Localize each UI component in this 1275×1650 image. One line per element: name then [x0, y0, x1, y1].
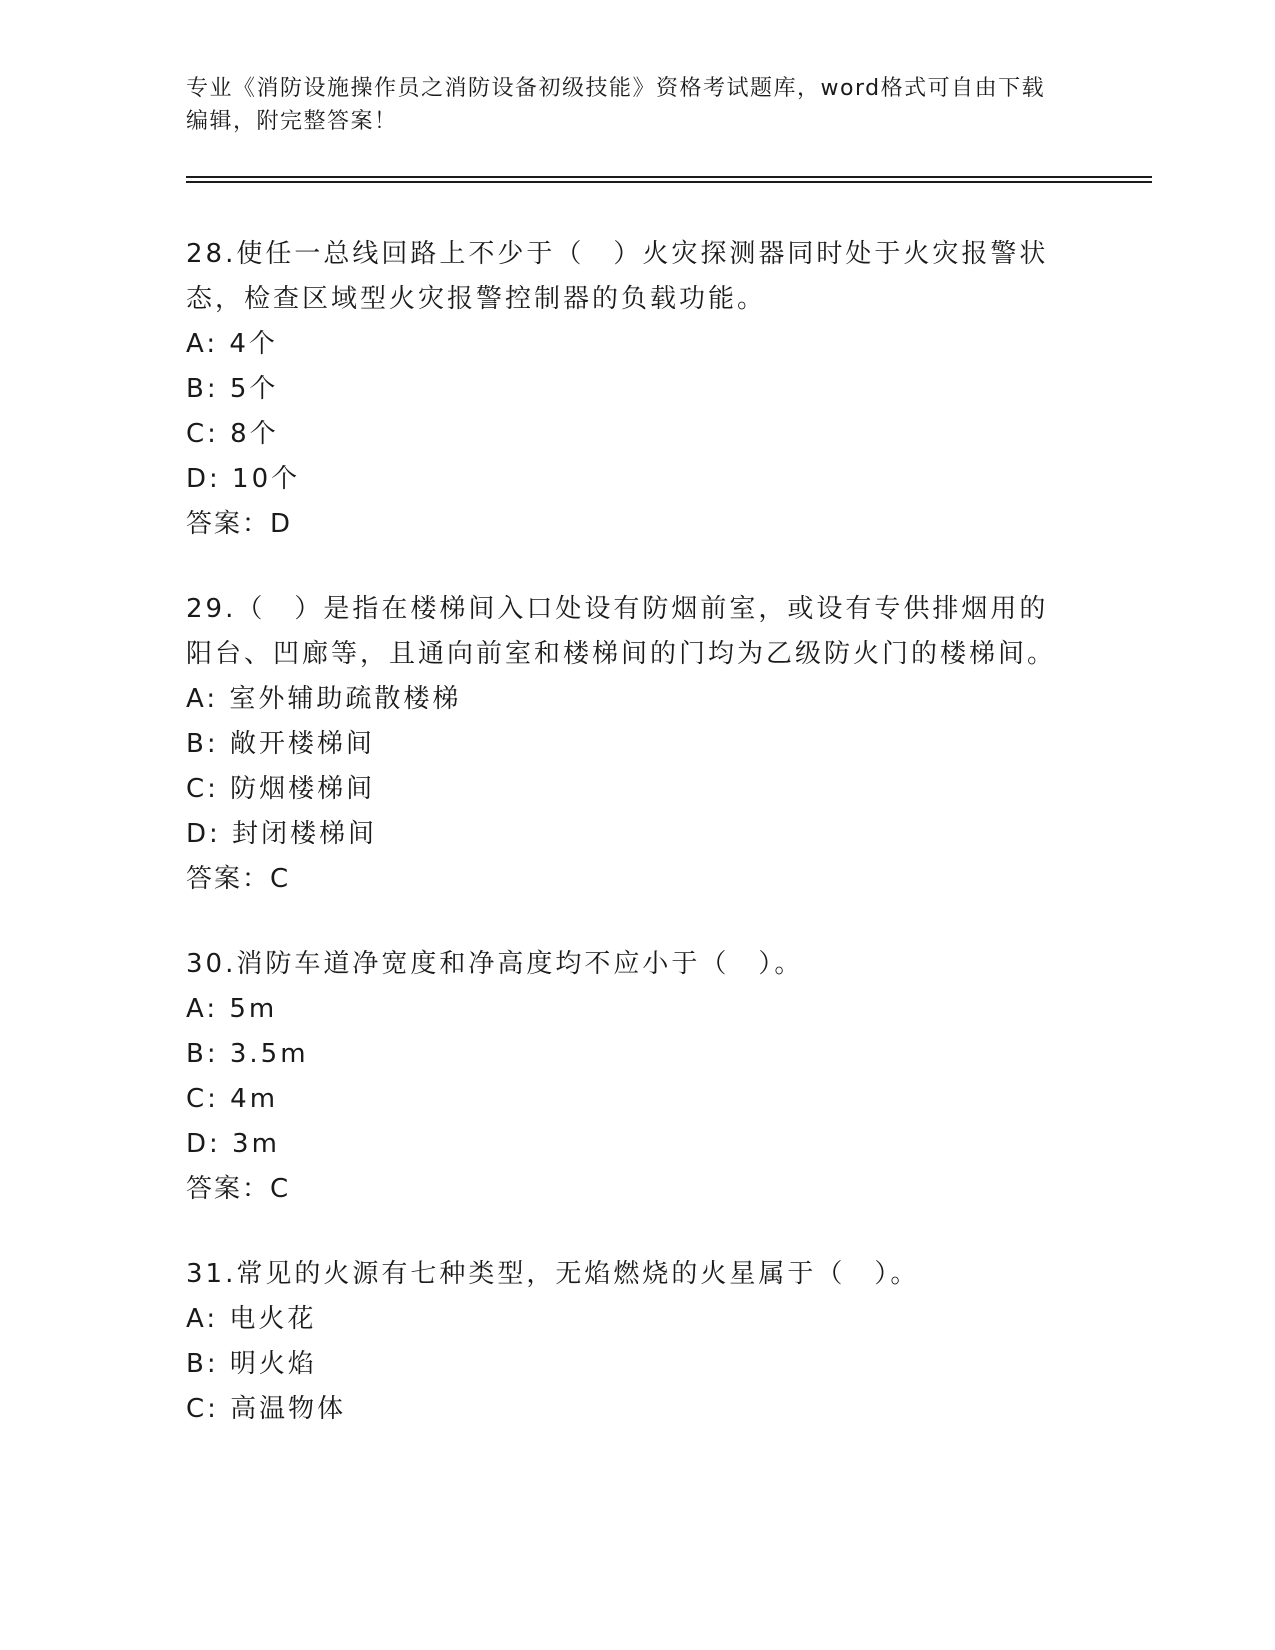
- question-30: [186, 942, 1086, 1212]
- question-29: [186, 587, 1086, 902]
- option-b: B: 明火焰: [186, 1349, 317, 1379]
- option-c: C: 防烟楼梯间: [186, 774, 376, 804]
- header-divider-top: [186, 176, 1152, 178]
- answer-line: [186, 502, 1086, 547]
- option-a: A: 5m: [186, 994, 278, 1024]
- answer-line: [186, 857, 1086, 902]
- question-stem: 29.（ ）是指在楼梯间入口处设有防烟前室，或设有专供排烟用的阳台、凹廊等，且通向前室和楼梯间的门均为乙级防火门的楼梯间。: [186, 594, 1057, 669]
- option-b: B: 5个: [186, 374, 279, 404]
- option-d: D: 3m: [186, 1129, 280, 1159]
- question-28: [186, 232, 1086, 547]
- answer-label: 答案：: [186, 509, 271, 539]
- answer-value: D: [270, 509, 291, 539]
- answer-value: C: [270, 1174, 289, 1204]
- option-a: A: 4个: [186, 329, 278, 359]
- question-list: [186, 232, 1086, 1472]
- option-c: C: 高温物体: [186, 1394, 347, 1424]
- header-divider-bottom: [186, 181, 1152, 183]
- option-d: D: 封闭楼梯间: [186, 819, 378, 849]
- option-c: C: 4m: [186, 1084, 279, 1114]
- answer-label: 答案：: [186, 1174, 271, 1204]
- answer-line: [186, 1167, 1086, 1212]
- option-b: B: 敞开楼梯间: [186, 729, 375, 759]
- option-a: A: 电火花: [186, 1304, 317, 1334]
- option-a: A: 室外辅助疏散楼梯: [186, 684, 462, 714]
- question-stem: 30.消防车道净宽度和净高度均不应小于（ ）。: [186, 949, 804, 979]
- document-header: [186, 72, 1066, 138]
- question-stem: 28.使任一总线回路上不少于（ ）火灾探测器同时处于火灾报警状态，检查区域型火灾报警控制器的负载功能。: [186, 239, 1049, 314]
- question-31: [186, 1252, 1086, 1432]
- answer-value: C: [270, 864, 289, 894]
- option-c: C: 8个: [186, 419, 279, 449]
- header-description: 专业《消防设施操作员之消防设备初级技能》资格考试题库，word格式可自由下载编辑，附完整答案！: [186, 76, 1046, 134]
- question-stem: 31.常见的火源有七种类型，无焰燃烧的火星属于（ ）。: [186, 1259, 920, 1289]
- answer-label: 答案：: [186, 864, 271, 894]
- option-b: B: 3.5m: [186, 1039, 309, 1069]
- option-d: D: 10个: [186, 464, 301, 494]
